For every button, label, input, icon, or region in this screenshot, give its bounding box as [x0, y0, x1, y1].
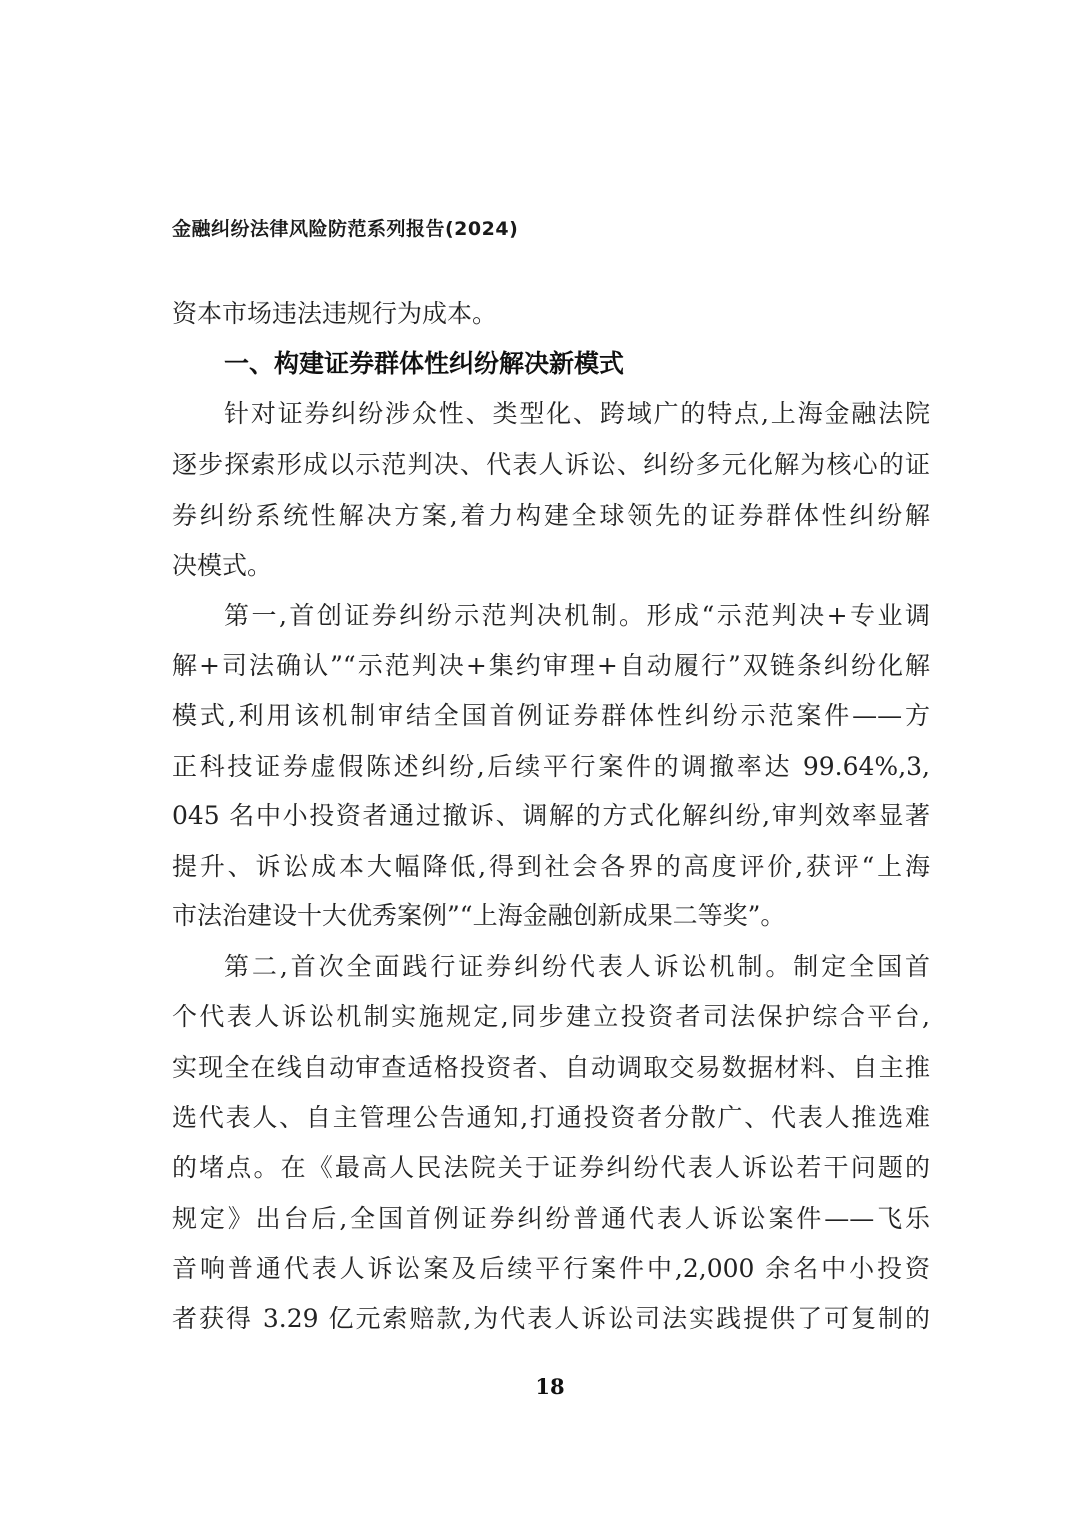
page-number: 18	[535, 1374, 565, 1399]
paragraph1-line: 针对证券纠纷涉众性、类型化、跨域广的特点,上海金融法院	[224, 399, 930, 428]
paragraph1-line: 券纠纷系统性解决方案,着力构建全球领先的证券群体性纠纷解	[172, 501, 930, 530]
paragraph2-line: 市法治建设十大优秀案例”“上海金融创新成果二等奖”。	[172, 901, 786, 930]
paragraph3-line: 音响普通代表人诉讼案及后续平行案件中,2,000 余名中小投资	[172, 1254, 930, 1283]
paragraph3-line: 第二,首次全面践行证券纠纷代表人诉讼机制。制定全国首	[224, 952, 930, 981]
section-heading: 一、构建证券群体性纠纷解决新模式	[224, 349, 625, 378]
paragraph3-line: 规定》出台后,全国首例证券纠纷普通代表人诉讼案件——飞乐	[172, 1204, 930, 1233]
paragraph1-line: 逐步探索形成以示范判决、代表人诉讼、纠纷多元化解为核心的证	[172, 450, 930, 479]
paragraph1-line: 决模式。	[172, 551, 273, 580]
paragraph2-line: 第一,首创证券纠纷示范判决机制。形成“示范判决+专业调	[224, 601, 930, 630]
paragraph3-line: 者获得 3.29 亿元索赔款,为代表人诉讼司法实践提供了可复制的	[172, 1304, 930, 1333]
paragraph2-line: 正科技证券虚假陈述纠纷,后续平行案件的调撤率达 99.64%,3,	[172, 752, 930, 781]
paragraph2-line: 解+司法确认”“示范判决+集约审理+自动履行”双链条纠纷化解	[172, 651, 930, 680]
paragraph3-line: 的堵点。在《最高人民法院关于证券纠纷代表人诉讼若干问题的	[172, 1153, 930, 1182]
paragraph3-line: 个代表人诉讼机制实施规定,同步建立投资者司法保护综合平台,	[172, 1002, 930, 1031]
intro-line: 资本市场违法违规行为成本。	[172, 299, 498, 328]
running-header: 金融纠纷法律风险防范系列报告(2024)	[172, 218, 519, 240]
paragraph2-line: 提升、诉讼成本大幅降低,得到社会各界的高度评价,获评“上海	[172, 852, 930, 881]
paragraph3-line: 实现全在线自动审查适格投资者、自动调取交易数据材料、自主推	[172, 1053, 930, 1082]
paragraph2-line: 模式,利用该机制审结全国首例证券群体性纠纷示范案件——方	[172, 701, 930, 730]
paragraph3-line: 选代表人、自主管理公告通知,打通投资者分散广、代表人推选难	[172, 1103, 930, 1132]
paragraph2-line: 045 名中小投资者通过撤诉、调解的方式化解纠纷,审判效率显著	[172, 801, 930, 830]
